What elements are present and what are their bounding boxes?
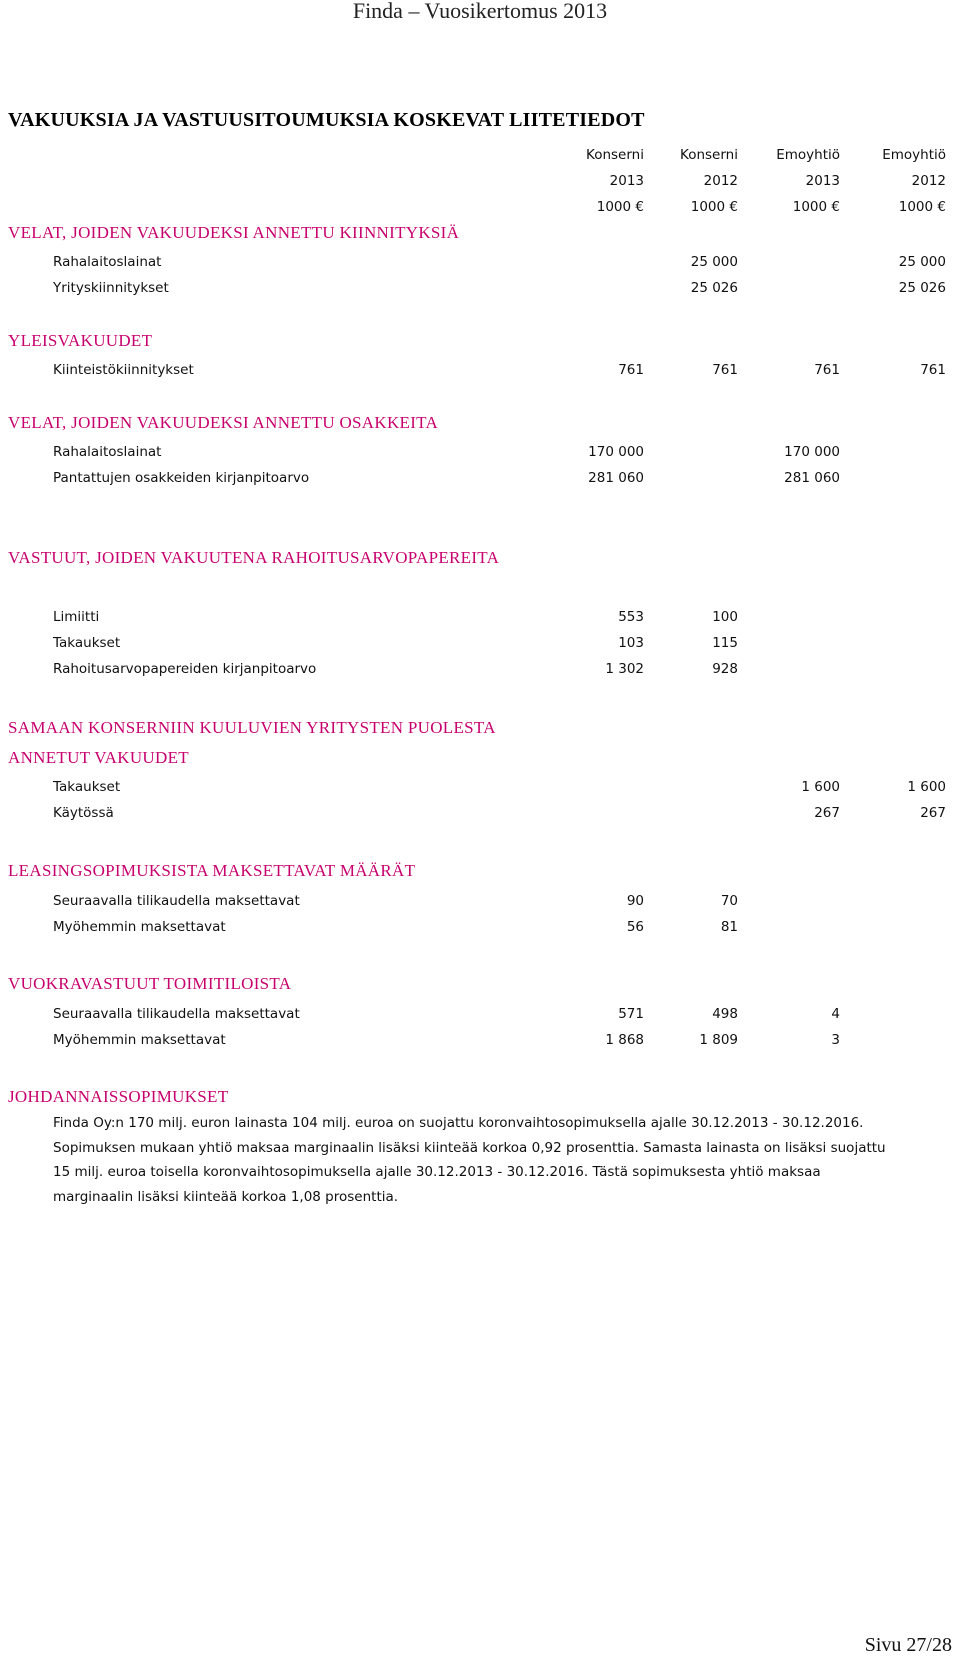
column-header-entities	[0, 142, 960, 168]
cell-value: 761	[814, 362, 840, 378]
row-label: Seuraavalla tilikaudella maksettavat	[53, 1006, 300, 1022]
row-label: Yrityskiinnitykset	[53, 280, 169, 296]
note-line: 15 milj. euroa toisella koronvaihtosopimuksella ajalle 30.12.2013 - 30.12.2016. Tästä sopimuksesta yhtiö maksaa	[53, 1164, 821, 1180]
section-title: VUOKRAVASTUUT TOIMITILOISTA	[8, 974, 292, 993]
cell-value: 25 026	[898, 280, 946, 296]
derivatives-note	[53, 1111, 933, 1209]
cell-value: 761	[920, 362, 946, 378]
column-unit: 1000 €	[690, 199, 738, 215]
cell-value: 571	[618, 1006, 644, 1022]
section-title: YLEISVAKUUDET	[8, 331, 153, 350]
column-entity: Konserni	[680, 147, 738, 163]
cell-value: 1 302	[605, 661, 644, 677]
cell-value: 103	[618, 635, 644, 651]
column-unit: 1000 €	[596, 199, 644, 215]
table-row	[0, 1001, 960, 1027]
section-title: VELAT, JOIDEN VAKUUDEKSI ANNETTU OSAKKEITA	[8, 413, 439, 432]
cell-value: 170 000	[588, 444, 644, 460]
table-row	[0, 888, 960, 914]
row-label: Pantattujen osakkeiden kirjanpitoarvo	[53, 470, 310, 486]
cell-value: 25 000	[690, 254, 738, 270]
row-label: Kiinteistökiinnitykset	[53, 362, 194, 378]
column-year: 2012	[911, 173, 946, 189]
table-row	[0, 604, 960, 630]
cell-value: 4	[831, 1006, 840, 1022]
table-row	[0, 1027, 960, 1053]
section-title: VASTUUT, JOIDEN VAKUUTENA RAHOITUSARVOPAPEREITA	[8, 548, 500, 567]
cell-value: 267	[920, 805, 946, 821]
cell-value: 170 000	[784, 444, 840, 460]
table-row	[0, 630, 960, 656]
column-entity: Konserni	[586, 147, 644, 163]
table-row	[0, 774, 960, 800]
table-row	[0, 357, 960, 383]
note-line: Finda Oy:n 170 milj. euron lainasta 104 milj. euroa on suojattu koronvaihtosopimuksella ajalle 30.12.2013 - 30.12.2016.	[53, 1115, 864, 1131]
row-label: Takaukset	[53, 779, 121, 795]
cell-value: 928	[712, 661, 738, 677]
cell-value: 761	[712, 362, 738, 378]
column-entity: Emoyhtiö	[776, 147, 840, 163]
table-row	[0, 656, 960, 682]
cell-value: 56	[626, 919, 644, 935]
row-label: Käytössä	[53, 805, 114, 821]
row-label: Takaukset	[53, 635, 121, 651]
column-year: 2013	[609, 173, 644, 189]
row-label: Seuraavalla tilikaudella maksettavat	[53, 893, 300, 909]
column-year: 2012	[703, 173, 738, 189]
column-entity: Emoyhtiö	[882, 147, 946, 163]
table-row	[0, 914, 960, 940]
cell-value: 25 000	[898, 254, 946, 270]
cell-value: 100	[712, 609, 738, 625]
row-label: Myöhemmin maksettavat	[53, 1032, 226, 1048]
cell-value: 70	[720, 893, 738, 909]
cell-value: 281 060	[784, 470, 840, 486]
table-row	[0, 465, 960, 491]
column-year: 2013	[805, 173, 840, 189]
section-title: LEASINGSOPIMUKSISTA MAKSETTAVAT MÄÄRÄT	[8, 861, 416, 880]
row-label: Rahalaitoslainat	[53, 254, 162, 270]
cell-value: 1 868	[605, 1032, 644, 1048]
section-title: SAMAAN KONSERNIIN KUULUVIEN YRITYSTEN PUOLESTA ANNETUT VAKUUDET	[8, 718, 495, 767]
document-title: VAKUUKSIA JA VASTUUSITOUMUKSIA KOSKEVAT LIITETIEDOT	[8, 109, 645, 131]
section-title: VELAT, JOIDEN VAKUUDEKSI ANNETTU KIINNITYKSIÄ	[8, 223, 460, 242]
cell-value: 81	[720, 919, 738, 935]
cell-value: 115	[712, 635, 738, 651]
cell-value: 3	[831, 1032, 840, 1048]
cell-value: 498	[712, 1006, 738, 1022]
table-row	[0, 275, 960, 301]
column-unit: 1000 €	[898, 199, 946, 215]
cell-value: 1 600	[801, 779, 840, 795]
note-line: Sopimuksen mukaan yhtiö maksaa marginaalin lisäksi kiinteää korkoa 0,92 prosenttia. Samasta lainasta on lisäksi suojattu	[53, 1139, 886, 1156]
row-label: Rahalaitoslainat	[53, 444, 162, 460]
column-header-years	[0, 168, 960, 194]
table-row	[0, 249, 960, 275]
column-unit: 1000 €	[792, 199, 840, 215]
row-label: Limiitti	[53, 609, 100, 625]
cell-value: 281 060	[588, 470, 644, 486]
page-number: Sivu 27/28	[864, 1634, 952, 1656]
cell-value: 267	[814, 805, 840, 821]
cell-value: 1 600	[907, 779, 946, 795]
table-row	[0, 439, 960, 465]
cell-value: 553	[618, 609, 644, 625]
column-header-units	[0, 194, 960, 220]
section-title: JOHDANNAISSOPIMUKSET	[8, 1087, 229, 1106]
cell-value: 25 026	[690, 280, 738, 296]
cell-value: 90	[626, 893, 644, 909]
cell-value: 761	[618, 362, 644, 378]
note-line: marginaalin lisäksi kiinteää korkoa 1,08 prosenttia.	[53, 1188, 399, 1205]
running-header: Finda – Vuosikertomus 2013	[352, 0, 608, 23]
row-label: Rahoitusarvopapereiden kirjanpitoarvo	[53, 661, 317, 677]
table-row	[0, 800, 960, 826]
cell-value: 1 809	[699, 1032, 738, 1048]
row-label: Myöhemmin maksettavat	[53, 919, 226, 935]
